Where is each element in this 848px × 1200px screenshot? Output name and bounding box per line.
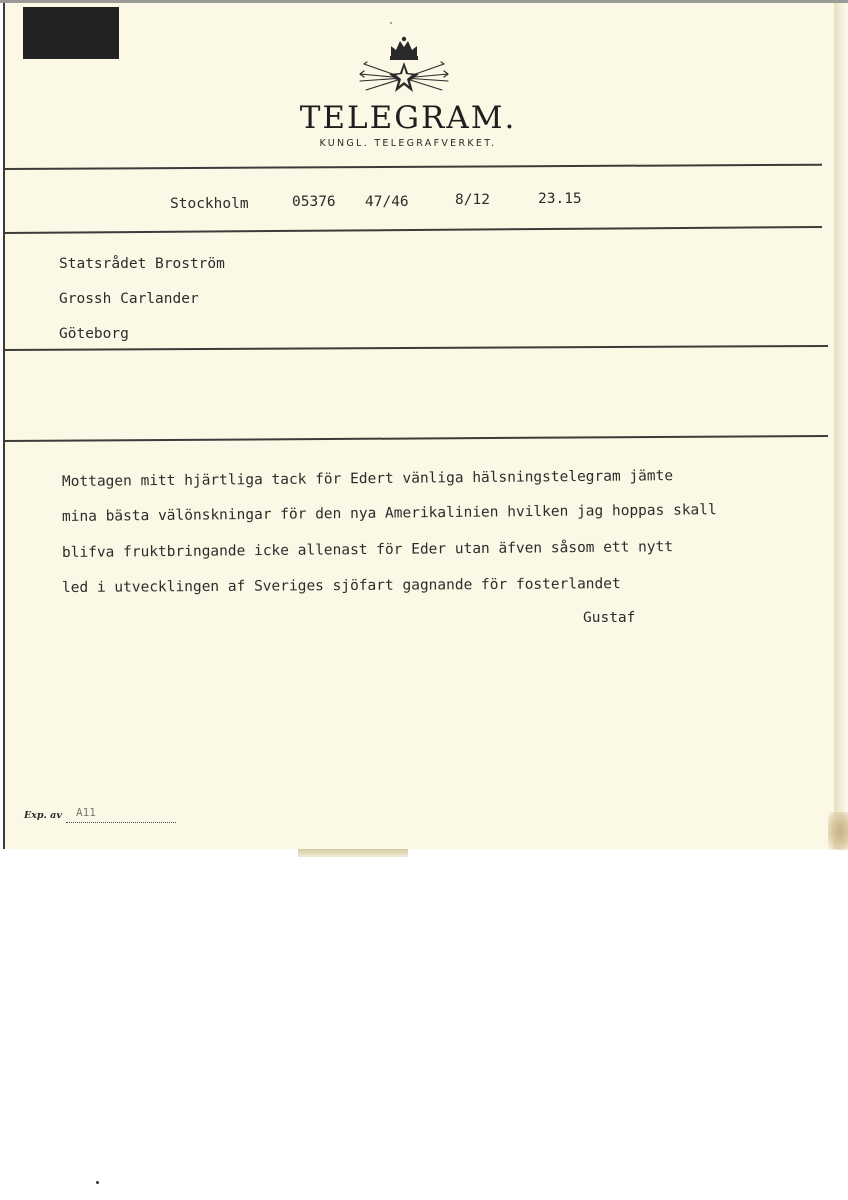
expedited-by-value: A11 bbox=[76, 806, 96, 819]
signature: Gustaf bbox=[583, 610, 636, 626]
dust-speck bbox=[390, 22, 392, 24]
origin-city: Stockholm bbox=[170, 196, 249, 212]
send-time: 23.15 bbox=[538, 191, 582, 207]
telegram-title: TELEGRAM. bbox=[299, 100, 517, 136]
word-count: 47/46 bbox=[365, 194, 409, 210]
dust-speck bbox=[96, 1181, 99, 1184]
recipient-line-1: Statsrådet Broström bbox=[59, 256, 225, 272]
telegraph-authority: KUNGL. TELEGRAFVERKET. bbox=[319, 138, 497, 149]
telegram-number: 05376 bbox=[292, 194, 336, 210]
message-line-3: blifva fruktbringande icke allenast för Eder utan äfven såsom ett nytt bbox=[61, 539, 674, 561]
paper-shadow bbox=[834, 3, 848, 849]
paper-stain bbox=[298, 849, 408, 857]
send-date: 8/12 bbox=[455, 192, 490, 208]
message-line-1: Mottagen mitt hjärtliga tack för Edert vänliga hälsningstelegram jämte bbox=[61, 468, 674, 490]
paper-stain-corner bbox=[828, 812, 848, 850]
recipient-line-2: Grossh Carlander bbox=[59, 291, 199, 307]
crown-star-emblem-icon bbox=[356, 34, 452, 100]
message-line-2: mina bästa välönskningar för den nya Amerikalinien hvilken jag hoppas skall bbox=[61, 502, 717, 525]
expedited-by-label: Exp. av bbox=[24, 810, 62, 821]
message-line-4: led i utvecklingen af Sveriges sjöfart gagnande för fosterlandet bbox=[61, 576, 621, 596]
recipient-line-3: Göteborg bbox=[59, 326, 129, 342]
expedited-by-dotted-line bbox=[66, 822, 176, 823]
redaction-block bbox=[23, 7, 119, 59]
